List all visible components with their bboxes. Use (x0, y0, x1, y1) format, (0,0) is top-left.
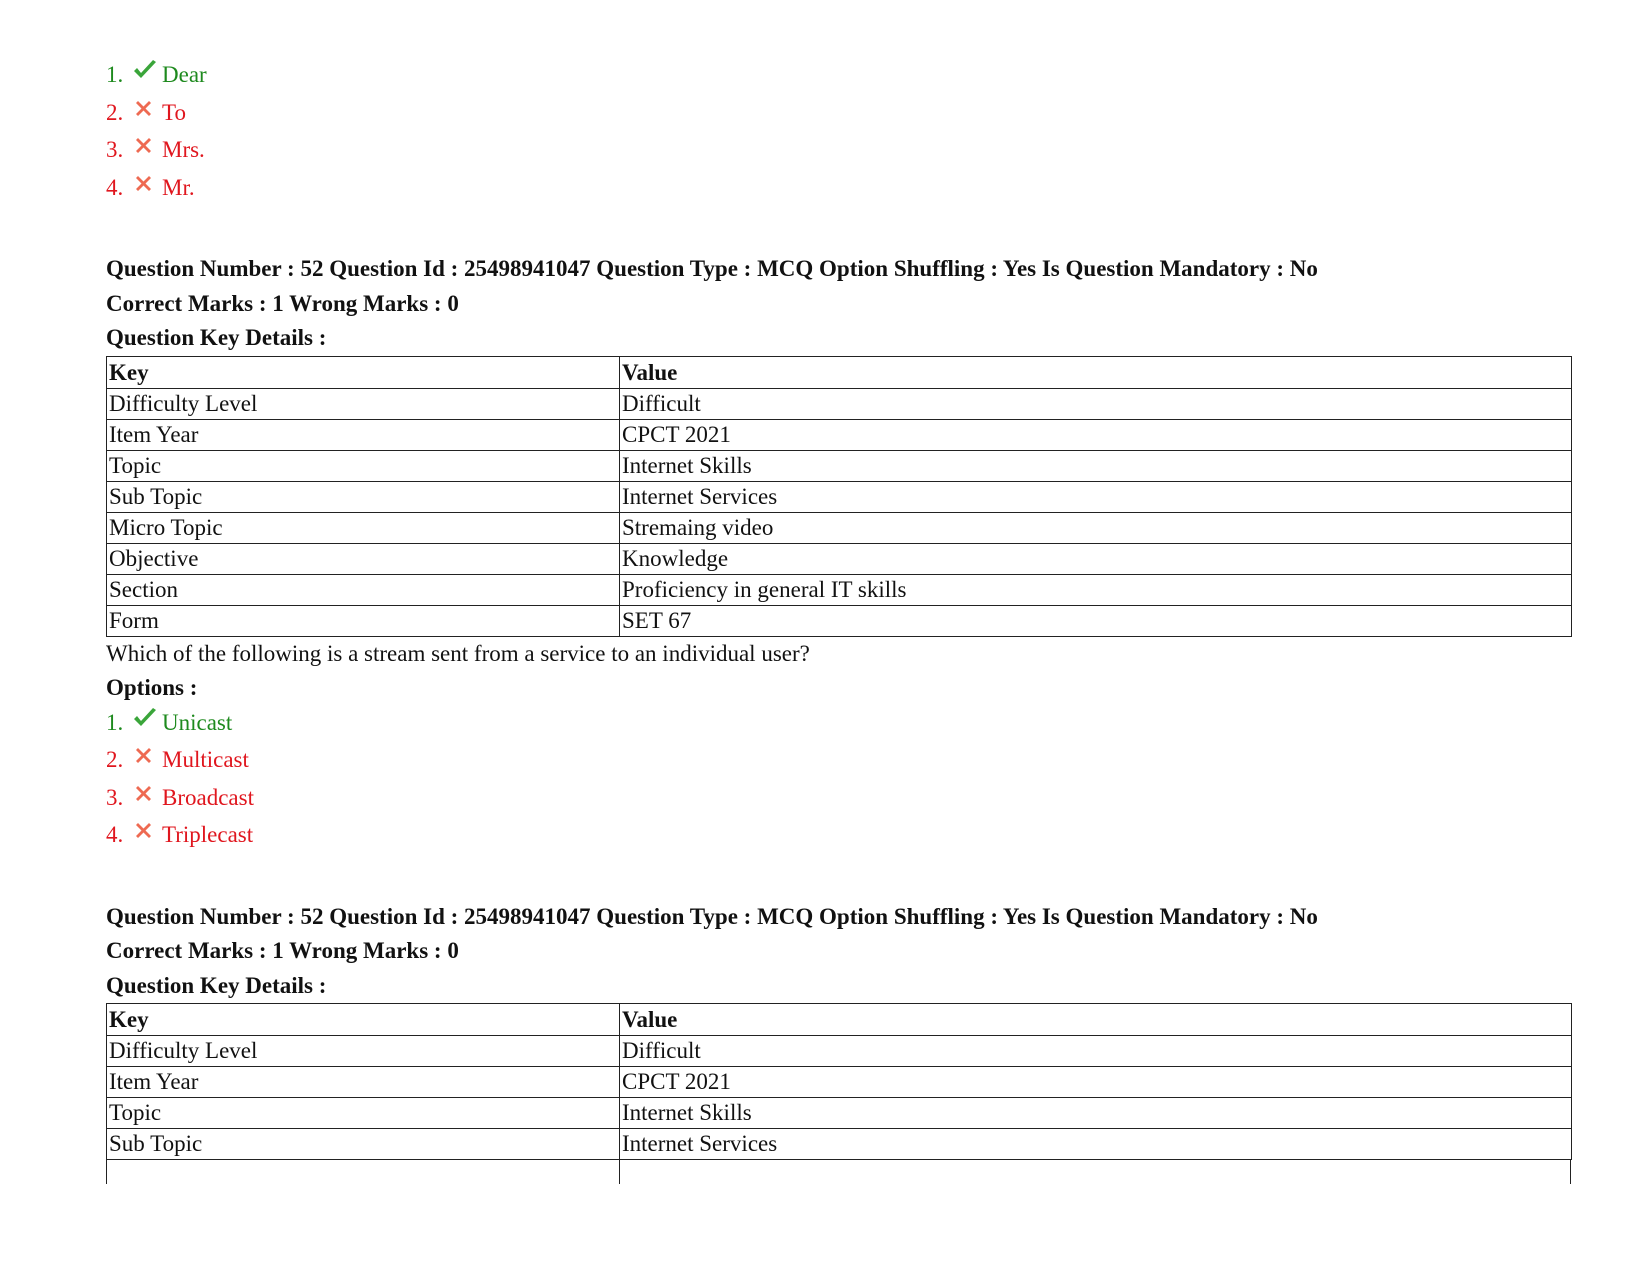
table-row (107, 574, 1572, 605)
prev-options-list (106, 56, 1576, 206)
row-value: Internet Services (620, 481, 1572, 512)
option-text: Triplecast (162, 822, 254, 847)
option-number: 3. (106, 137, 124, 162)
row-value: Internet Services (620, 1129, 1572, 1160)
row-key: Difficulty Level (107, 388, 620, 419)
marks-line: Correct Marks : 1 Wrong Marks : 0 (106, 938, 459, 963)
row-value: Difficult (620, 388, 1572, 419)
table-header-key: Key (107, 1004, 620, 1036)
key-details-table (106, 1003, 1572, 1160)
row-key: Objective (107, 543, 620, 574)
table-row (107, 481, 1572, 512)
cross-icon (132, 94, 162, 131)
table-divider (619, 1160, 620, 1184)
options-list (106, 704, 1576, 854)
option-item (106, 741, 1576, 779)
table-header-row (107, 356, 1572, 388)
cross-icon (132, 169, 162, 206)
option-number: 4. (106, 174, 124, 200)
option-text: Mr. (162, 174, 195, 200)
option-item (106, 94, 1576, 132)
row-key: Sub Topic (107, 481, 620, 512)
row-value: CPCT 2021 (620, 419, 1572, 450)
table-row (107, 1129, 1572, 1160)
option-item (106, 779, 1576, 817)
option-text: Multicast (162, 747, 249, 772)
row-key: Micro Topic (107, 512, 620, 543)
option-item (106, 816, 1576, 854)
option-item (106, 56, 1576, 94)
question-text: Which of the following is a stream sent from a service to an individual user? (106, 640, 810, 666)
marks-line: Correct Marks : 1 Wrong Marks : 0 (106, 290, 459, 316)
table-row (107, 419, 1572, 450)
table-header-row (107, 1004, 1572, 1036)
row-value: Internet Skills (620, 450, 1572, 481)
option-number: 2. (106, 747, 124, 772)
option-number: 4. (106, 822, 124, 847)
key-details-label: Question Key Details : (106, 325, 327, 350)
table-continuation (106, 1160, 1571, 1184)
table-row (107, 605, 1572, 636)
row-key: Section (107, 574, 620, 605)
table-row (107, 388, 1572, 419)
row-value: CPCT 2021 (620, 1067, 1572, 1098)
option-number: 1. (106, 709, 124, 735)
table-header-value: Value (620, 356, 1572, 388)
option-item (106, 704, 1576, 742)
row-key: Form (107, 605, 620, 636)
option-item (106, 169, 1576, 207)
check-icon (132, 704, 162, 741)
row-value: Internet Skills (620, 1098, 1572, 1129)
row-key: Difficulty Level (107, 1036, 620, 1067)
cross-icon (132, 816, 162, 853)
key-details-label: Question Key Details : (106, 972, 327, 998)
row-value: Stremaing video (620, 512, 1572, 543)
options-label: Options : (106, 674, 198, 700)
question-meta-line: Question Number : 52 Question Id : 25498941047 Question Type : MCQ Option Shuffling : Yes Is Question Mandatory : No (106, 256, 1318, 281)
table-row (107, 512, 1572, 543)
check-icon (132, 56, 162, 93)
table-header-value: Value (620, 1004, 1572, 1036)
row-value: Difficult (620, 1036, 1572, 1067)
row-value: SET 67 (620, 605, 1572, 636)
row-value: Knowledge (620, 543, 1572, 574)
option-text: Mrs. (162, 137, 205, 162)
cross-icon (132, 741, 162, 778)
table-row (107, 1036, 1572, 1067)
option-text: To (162, 99, 186, 125)
cross-icon (132, 131, 162, 168)
option-item (106, 131, 1576, 169)
option-number: 3. (106, 784, 124, 810)
row-value: Proficiency in general IT skills (620, 574, 1572, 605)
table-row (107, 543, 1572, 574)
option-text: Dear (162, 62, 207, 87)
row-key: Item Year (107, 419, 620, 450)
cross-icon (132, 779, 162, 816)
table-row (107, 1098, 1572, 1129)
question-meta-line: Question Number : 52 Question Id : 25498941047 Question Type : MCQ Option Shuffling : Yes Is Question Mandatory : No (106, 903, 1318, 929)
table-row (107, 450, 1572, 481)
row-key: Item Year (107, 1067, 620, 1098)
row-key: Sub Topic (107, 1129, 620, 1160)
table-row (107, 1067, 1572, 1098)
key-details-table (106, 356, 1572, 637)
table-header-key: Key (107, 356, 620, 388)
row-key: Topic (107, 450, 620, 481)
option-number: 1. (106, 62, 124, 87)
row-key: Topic (107, 1098, 620, 1129)
option-text: Broadcast (162, 784, 254, 810)
option-text: Unicast (162, 709, 233, 735)
option-number: 2. (106, 99, 124, 125)
document-page (106, 0, 1576, 1184)
